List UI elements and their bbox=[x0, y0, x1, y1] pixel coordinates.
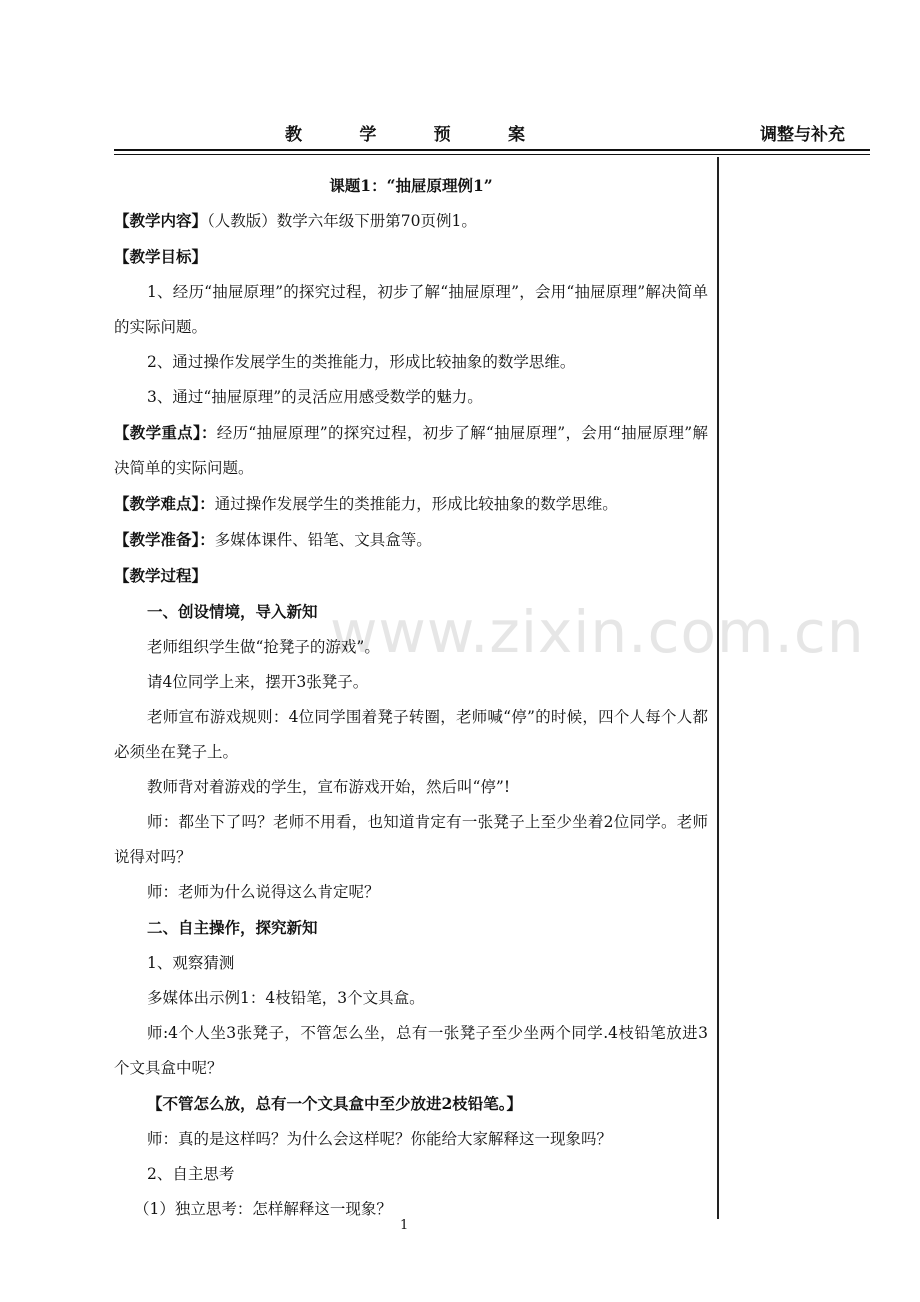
content-line: 师：真的是这样吗？为什么会这样呢？你能给大家解释这一现象吗？ bbox=[147, 1130, 613, 1148]
section-label: 【教学准备】： bbox=[114, 530, 215, 549]
section-label: 【教学过程】 bbox=[114, 566, 208, 585]
content-line: 师：老师为什么说得这么肯定呢？ bbox=[147, 883, 380, 901]
content-line bbox=[114, 558, 708, 594]
content-line bbox=[114, 203, 708, 239]
header-rule-thin bbox=[114, 154, 870, 155]
header-char: 案 bbox=[507, 125, 525, 145]
subsection-heading-text: 一、创设情境，导入新知 bbox=[147, 602, 318, 621]
header-title bbox=[285, 120, 525, 145]
content-text: 多媒体课件、铅笔、文具盒等。 bbox=[214, 531, 432, 549]
content-line: 2、自主思考 bbox=[147, 1165, 235, 1183]
content-line bbox=[114, 522, 708, 558]
header-rule-thick bbox=[114, 149, 870, 151]
content-line: 师:4个人坐3张凳子，不管怎么坐，总有一张凳子至少坐两个同学.4枝铅笔放进3个文具盒中呢？ bbox=[114, 1024, 708, 1077]
lesson-plan-body bbox=[114, 168, 708, 1227]
content-emphasis: 【不管怎么放，总有一个文具盒中至少放进2枝铅笔。】 bbox=[147, 1094, 523, 1113]
section-label: 【教学重点】： bbox=[114, 423, 217, 442]
content-line: 教师背对着游戏的学生，宣布游戏开始，然后叫“停”! bbox=[147, 778, 511, 796]
section-label: 【教学难点】： bbox=[114, 494, 215, 513]
content-text: 通过操作发展学生的类推能力，形成比较抽象的数学思维。 bbox=[214, 495, 618, 513]
subsection-heading-text: 二、自主操作，探究新知 bbox=[147, 918, 318, 937]
content-text: 经历“抽屉原理”的探究过程，初步了解“抽屉原理”，会用“抽屉原理”解决简单的实际问题。 bbox=[114, 424, 708, 477]
header-char: 教 bbox=[285, 125, 302, 145]
section-label: 【教学目标】 bbox=[114, 247, 208, 266]
content-line: （1）独立思考：怎样解释这一现象？ bbox=[134, 1200, 392, 1218]
content-line bbox=[114, 1086, 708, 1122]
section-label: 【教学内容】 bbox=[114, 211, 208, 230]
objective-1: 1、经历“抽屉原理”的探究过程，初步了解“抽屉原理”，会用“抽屉原理”解决简单的实际问题。 bbox=[114, 283, 708, 336]
objective-2: 2、通过操作发展学生的类推能力，形成比较抽象的数学思维。 bbox=[147, 353, 576, 371]
content-line bbox=[114, 486, 708, 522]
content-line bbox=[114, 415, 708, 486]
header-char: 学 bbox=[359, 125, 377, 145]
content-line: 师：都坐下了吗？老师不用看，也知道肯定有一张凳子上至少坐着2位同学。老师说得对吗？ bbox=[114, 813, 708, 866]
column-divider bbox=[717, 157, 719, 1219]
header-char: 预 bbox=[433, 125, 451, 145]
content-text: （人教版）数学六年级下册第70页例1。 bbox=[207, 212, 477, 230]
content-line bbox=[114, 239, 708, 275]
watermark: www.zixin.com.cn bbox=[330, 598, 865, 666]
lesson-title: 课题1：“抽屉原理例1” bbox=[329, 176, 493, 195]
page-number: 1 bbox=[400, 1218, 409, 1233]
content-line: 老师组织学生做“抢凳子的游戏”。 bbox=[147, 638, 380, 656]
header-side-column-title: 调整与补充 bbox=[760, 125, 845, 145]
content-line: 老师宣布游戏规则：4位同学围着凳子转圈，老师喊“停”的时候，四个人每个人都必须坐在凳子上。 bbox=[114, 708, 708, 761]
content-line: 请4位同学上来，摆开3张凳子。 bbox=[147, 673, 369, 691]
content-line: 多媒体出示例1：4枝铅笔，3个文具盒。 bbox=[147, 989, 425, 1007]
subsection-heading bbox=[114, 910, 708, 946]
objective-3: 3、通过“抽屉原理”的灵活应用感受数学的魅力。 bbox=[147, 388, 483, 406]
subsection-heading bbox=[114, 594, 708, 630]
content-line: 1、观察猜测 bbox=[147, 954, 235, 972]
